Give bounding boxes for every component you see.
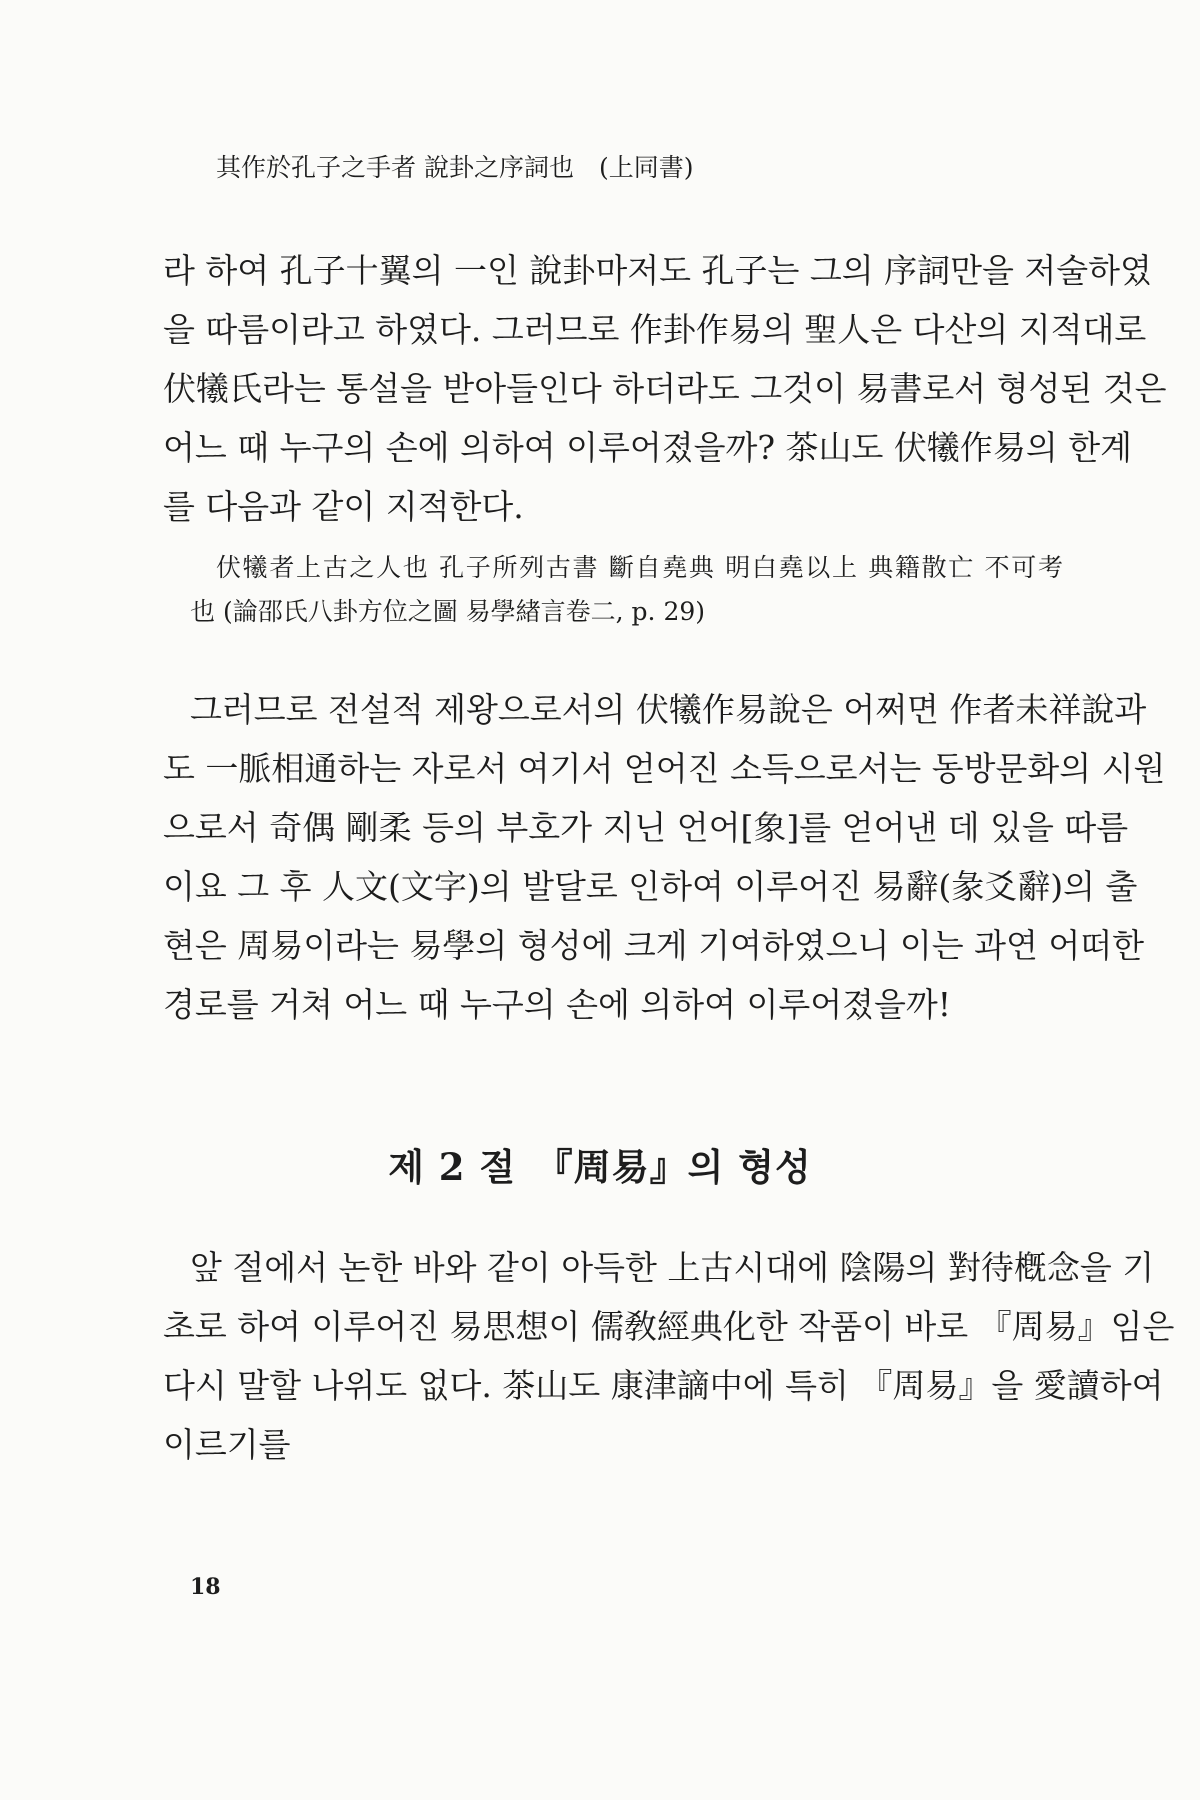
paragraph-line: 伏犧氏라는 통설을 받아들인다 하더라도 그것이 易書로서 형성된 것은 bbox=[163, 369, 1167, 408]
paragraph-line: 어느 때 누구의 손에 의하여 이루어졌을까? 茶山도 伏犧作易의 한계 bbox=[163, 428, 1133, 467]
paragraph-line: 경로를 거쳐 어느 때 누구의 손에 의하여 이루어졌을까! bbox=[163, 985, 952, 1024]
quote-text: 伏犧者上古之人也 孔子所列古書 斷自堯典 明白堯以上 典籍散亡 不可考 bbox=[216, 553, 1063, 582]
paragraph-line: 앞 절에서 논한 바와 같이 아득한 上古시대에 陰陽의 對待槪念을 기 bbox=[190, 1248, 1155, 1287]
paragraph-line: 으로서 奇偶 剛柔 등의 부호가 지닌 언어[象]를 얻어낸 데 있을 따름 bbox=[163, 808, 1129, 847]
paragraph-line: 다시 말할 나위도 없다. 茶山도 康津謫中에 특히 『周易』을 愛讀하여 bbox=[163, 1366, 1164, 1405]
section-heading: 제 2 절 『周易』의 형성 bbox=[388, 1145, 812, 1189]
paragraph-line: 이르기를 bbox=[163, 1425, 291, 1464]
quote-text: 其作於孔子之手者 說卦之序詞也 (上同書) bbox=[216, 153, 694, 182]
paragraph-line: 이요 그 후 人文(文字)의 발달로 인하여 이루어진 易辭(彖爻辭)의 출 bbox=[163, 867, 1138, 906]
paragraph-line: 를 다음과 같이 지적한다. bbox=[163, 487, 524, 526]
paragraph-line: 을 따름이라고 하였다. 그러므로 作卦作易의 聖人은 다산의 지적대로 bbox=[163, 310, 1147, 349]
quote-text: 也 (論邵氏八卦方位之圖 易學緖言卷二, p. 29) bbox=[190, 597, 706, 626]
paragraph-line: 그러므로 전설적 제왕으로서의 伏犧作易說은 어쩌면 作者未祥說과 bbox=[190, 690, 1147, 729]
paragraph-line: 현은 周易이라는 易學의 형성에 크게 기여하였으니 이는 과연 어떠한 bbox=[163, 926, 1144, 965]
paragraph-line: 라 하여 孔子十翼의 一인 說卦마저도 孔子는 그의 序詞만을 저술하였 bbox=[163, 251, 1152, 290]
page-number: 18 bbox=[190, 1574, 221, 1600]
paragraph-line: 초로 하여 이루어진 易思想이 儒敎經典化한 작품이 바로 『周易』임은 bbox=[163, 1307, 1175, 1346]
paragraph-line: 도 一脈相通하는 자로서 여기서 얻어진 소득으로서는 동방문화의 시원 bbox=[163, 749, 1166, 788]
